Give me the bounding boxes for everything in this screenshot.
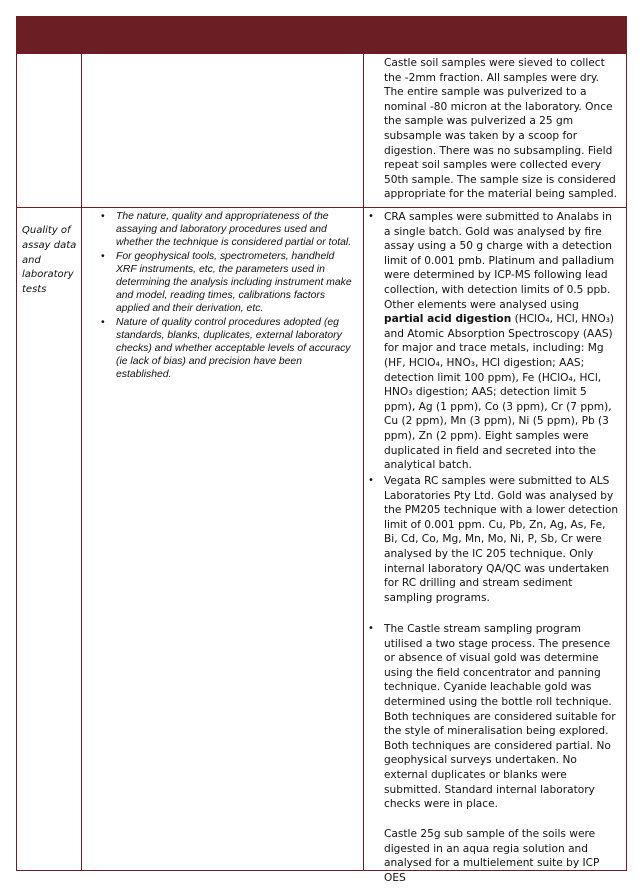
criteria-item [101,316,356,382]
criteria-item [101,210,356,250]
sample-preparation-text [384,56,620,202]
vegata-assay-paragraph [368,474,620,605]
bullet-icon: • [101,211,105,222]
castle-stream-text: The Castle stream sampling program utilised a two stage process. The presence or absence of visual gold was determine using the field concentrator and panning technique. Cyanide leachable gold was determined using the bottle roll technique. Both techniques are considered suitable for the style of mineralisation being explored. Both techniques are considered partial. No geophysical surveys undertaken. No external duplicates or blanks were submitted. Standard internal laboratory checks were in place. [384,623,616,811]
column-divider-2 [363,54,364,871]
cra-text-1: CRA samples were submitted to Analabs in a single batch. Gold was analysed by fire assay using a 50 g charge with a detection limit of 0.001 pmb. Platinum and palladium were determined by ICP-MS following lead collection, with detection limits of 0.5 ppb. Other elements were analysed using [384,211,615,311]
criteria-label: Quality of assay data and laboratory tests [22,225,77,296]
bullet-icon: • [101,316,105,328]
bullet-icon: • [368,211,374,222]
bullet-icon: • [368,475,374,486]
criteria-item-text: Nature of quality control procedures adopted (eg standards, blanks, duplicates, external laboratory checks) and whether acceptable levels of accuracy (ie lack of bias) and precision have been established. [116,316,351,381]
row-divider [16,207,627,208]
criteria-item [101,250,356,316]
criteria-item-text: For geophysical tools, spectrometers, handheld XRF instruments, etc, the parameters used in determining the analysis including instrument make and model, reading times, calibrations factors applied and their derivation, etc. [116,250,352,315]
column-divider-1 [81,54,82,871]
criteria-item-text: The nature, quality and appropriateness of the assaying and laboratory procedures used and whether the technique is considered partial or total. [116,211,352,249]
table-header-bar [16,16,627,54]
castle-soil-digestion-paragraph [384,827,620,885]
cra-bold-text: partial acid digestion [384,313,512,326]
bullet-icon: • [101,250,105,262]
castle-stream-paragraph [368,622,620,812]
soil-sieving-paragraph: Castle soil samples were sieved to collect the -2mm fraction. All samples were dry. The entire sample was pulverized to a nominal -80 micron at the laboratory. Once the sample was pulverized a 25 gm subsample was taken by a scoop for digestion. There was no subsampling. Field repeat soil samples were collected every 50th sample. The sample size is considered appropriate for the material being sampled. [384,57,617,201]
vegata-text: Vegata RC samples were submitted to ALS Laboratories Pty Ltd. Gold was analysed by the PM205 technique with a lower detection limit of 0.001 ppm. Cu, Pb, Zn, Ag, As, Fe, Bi, Cd, Co, Mg, Mn, Mo, Ni, P, Sb, Cr were analysed by the IC 205 technique. Only internal laboratory QA/QC was undertaken for RC drilling and stream sediment sampling programs. [384,475,619,604]
bullet-icon: • [368,623,374,634]
castle-25g-text: Castle 25g sub sample of the soils were digested in an aqua regia solution and analysed for a multielement suite by ICP OES [384,828,600,884]
cra-assay-paragraph [368,210,620,473]
jorc-criteria-list [101,210,356,382]
cra-text-2: (HClO₄, HCl, HNO₃) and Atomic Absorption Spectroscopy (AAS) for major and trace metals, including: Mg (HF, HClO₄, HNO₃, HCl digestion; AAS; detection limit 100 ppm), Fe (HClO₄, HCl, HNO₃ digestion; AAS; detection limit 5 ppm), Ag (1 ppm), Co (3 ppm), Cr (7 ppm), Cu (2 ppm), Mn (3 ppm), Ni (5 ppm), Pb (3 ppm), Zn (2 ppm). Eight samples were duplicated in field and secreted into the analytical batch. [384,313,615,472]
